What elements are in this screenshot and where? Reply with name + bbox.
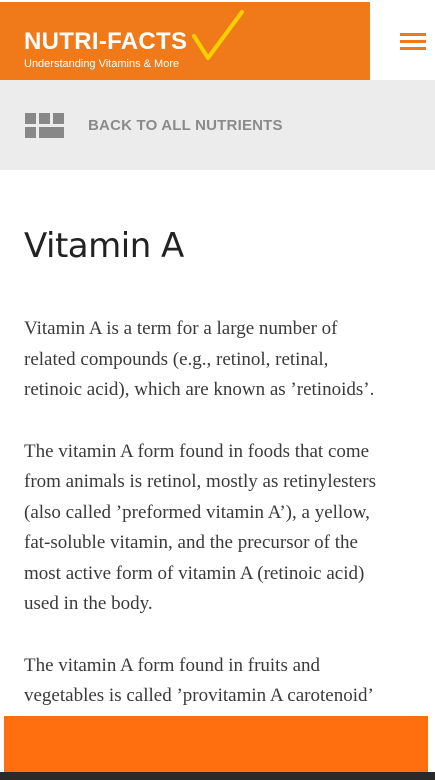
page-title: Vitamin A (24, 226, 184, 266)
text-line: retinoic acid), which are known as ’retinoids’. (24, 379, 375, 400)
text-line: Vitamin A is a term for a large number of (24, 318, 338, 339)
text-line: The vitamin A form found in fruits and (24, 654, 321, 676)
grid-icon (25, 113, 64, 138)
paragraph (24, 314, 424, 406)
text-line: most active form of vitamin A (retinoic acid) (24, 562, 365, 584)
site-header (0, 0, 435, 80)
text-line: fat-soluble vitamin, and the precursor of the (24, 532, 358, 553)
article-body (24, 314, 424, 743)
hamburger-menu-icon[interactable] (370, 2, 435, 80)
system-nav-strip (0, 772, 435, 780)
footer-bar[interactable] (4, 716, 428, 772)
back-link-label[interactable]: BACK TO ALL NUTRIENTS (88, 117, 283, 134)
text-line: vegetables is called ’provitamin A carotenoid’ (24, 685, 374, 706)
paragraph (24, 651, 424, 712)
brand-tagline: Understanding Vitamins & More (24, 58, 180, 70)
paragraph (24, 437, 424, 620)
checkmark-icon (192, 8, 244, 62)
text-line: related compounds (e.g., retinol, retinal, (24, 348, 329, 370)
brand-logo[interactable] (0, 2, 370, 80)
text-line: used in the body. (24, 593, 153, 614)
text-line: from animals is retinol, mostly as retinylesters (24, 471, 376, 492)
text-line: (also called ’preformed vitamin A’), a yellow, (24, 501, 370, 523)
text-line: The vitamin A form found in foods that come (24, 440, 370, 462)
brand-name: NUTRI-FACTS (24, 28, 188, 55)
